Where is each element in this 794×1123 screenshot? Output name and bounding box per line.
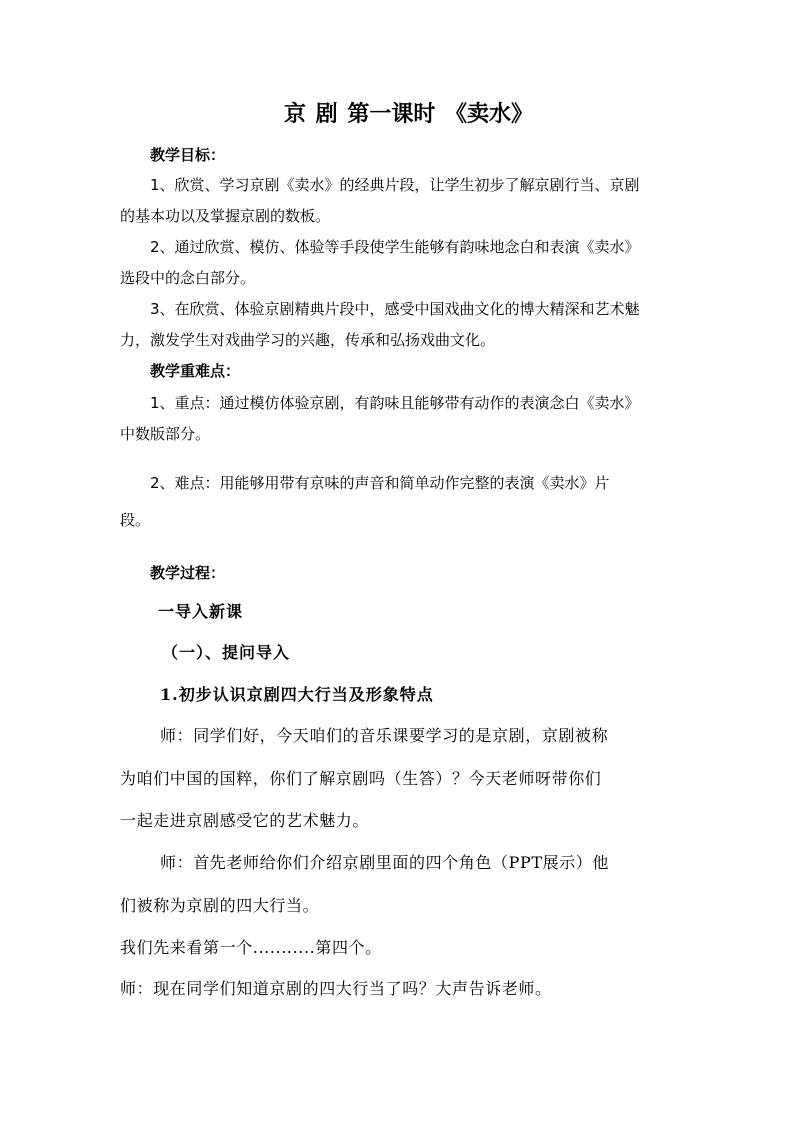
section-heading: 一导入新课 [158, 602, 244, 621]
objective-3-line-1: 3、在欣赏、体验京剧精典片段中，感受中国戏曲文化的博大精深和艺术魅 [150, 300, 640, 318]
question-line: 师：现在同学们知道京剧的四大行当了吗？大声告诉老师。 [120, 979, 552, 998]
objective-3-line-2: 力，激发学生对戏曲学习的兴趣，传承和弘扬戏曲文化。 [120, 331, 496, 349]
objective-1-line-1: 1、欣赏、学习京剧《卖水》的经典片段，让学生初步了解京剧行当、京剧 [150, 176, 640, 194]
intro-line: 我们先来看第一个...........第四个。 [120, 938, 382, 957]
key-point-2-line-2: 段。 [120, 511, 151, 529]
objective-2-line-2: 选段中的念白部分。 [120, 269, 256, 287]
paragraph-2-line-2: 们被称为京剧的四大行当。 [120, 896, 320, 915]
objective-2-line-1: 2、通过欣赏、模仿、体验等手段使学生能够有韵味地念白和表演《卖水》 [150, 238, 640, 256]
paragraph-2-line-1: 师：首先老师给你们介绍京剧里面的四个角色（PPT展示）他 [160, 853, 610, 872]
subsection-heading: （一）、提问导入 [162, 643, 291, 662]
key-point-2-line-1: 2、难点：用能够用带有京味的声音和简单动作完整的表演《卖水》片 [150, 474, 610, 492]
objectives-heading: 教学目标： [150, 146, 226, 164]
paragraph-1-line-2: 为咱们中国的国粹，你们了解京剧吗（生答）？今天老师呀带你们 [120, 769, 602, 788]
objective-1-line-2: 的基本功以及掌握京剧的数板。 [120, 207, 331, 225]
step-heading: 1.初步认识京剧四大行当及形象特点 [160, 685, 434, 704]
document-title: 京 剧 第一课时 《卖水》 [284, 102, 533, 127]
paragraph-1-line-3: 一起走进京剧感受它的艺术魅力。 [120, 811, 370, 830]
process-heading: 教学过程： [150, 564, 226, 582]
key-points-heading: 教学重难点： [150, 362, 241, 380]
paragraph-1-line-1: 师：同学们好，今天咱们的音乐课要学习的是京剧，京剧被称 [160, 726, 609, 745]
key-point-1-line-2: 中数版部分。 [120, 425, 211, 443]
key-point-1-line-1: 1、重点：通过模仿体验京剧，有韵味且能够带有动作的表演念白《卖水》 [150, 394, 640, 412]
